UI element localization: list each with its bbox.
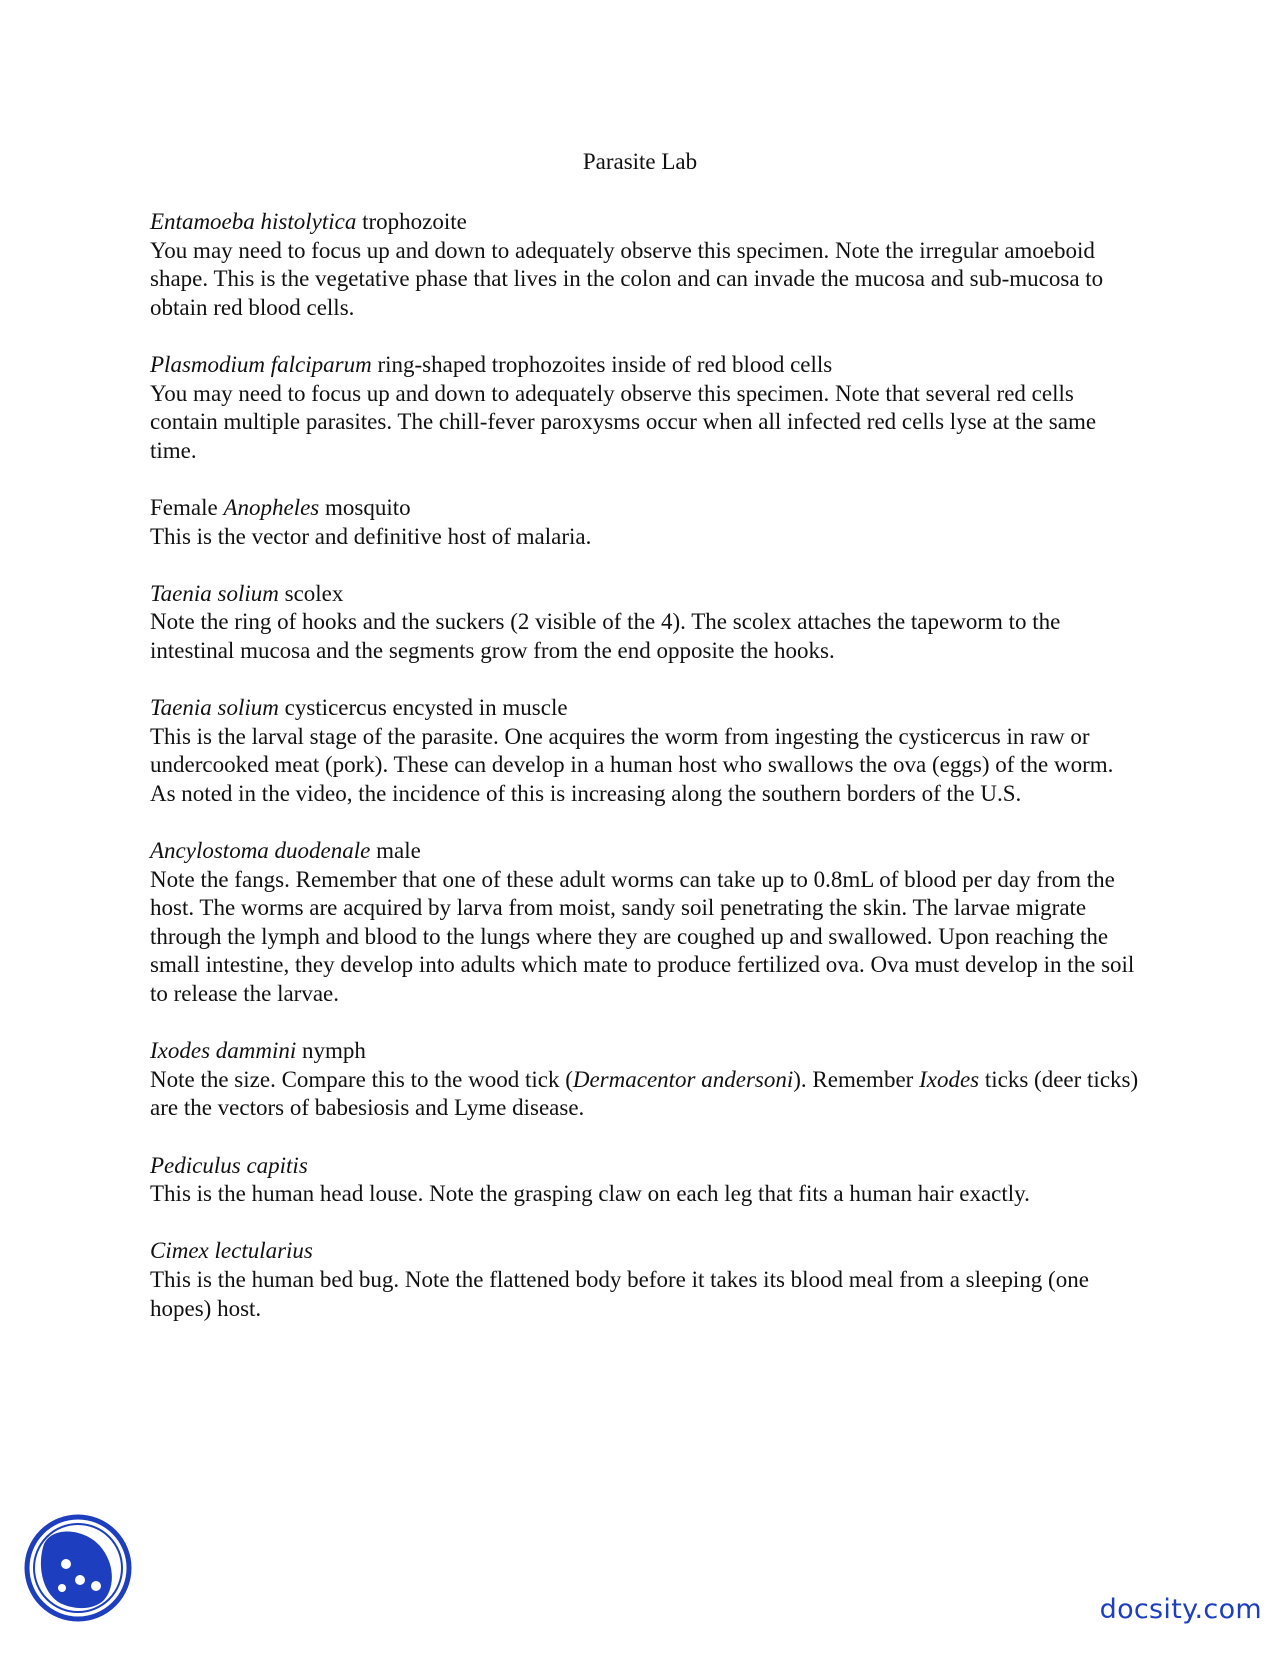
specimen-description: This is the human head louse. Note the grasping claw on each leg that fits a human hair exactly. bbox=[150, 1181, 1030, 1207]
specimen-name: Pediculus capitis bbox=[150, 1152, 308, 1178]
specimen-description: You may need to focus up and down to adequately observe this specimen. Note that several red cells contain multiple parasites. The chill-fever paroxysms occur when all infected red cells lyse at the same time. bbox=[150, 380, 1097, 463]
specimen-heading bbox=[150, 580, 1140, 609]
specimen-stage: nymph bbox=[296, 1038, 366, 1064]
specimen-heading bbox=[150, 694, 1140, 723]
specimen-description: Note the fangs. Remember that one of these adult worms can take up to 0.8mL of blood per day from the host. The worms are acquired by larva from moist, sandy soil penetrating the skin. The larvae migrate through the lymph and blood to the lungs where they are coughed up and swallowed. Upon reaching the small intestine, they develop into adults which mate to produce fertilized ova. Ova must develop in the soil to release the larvae. bbox=[150, 866, 1135, 1007]
specimen-heading bbox=[150, 494, 1140, 523]
specimen-heading bbox=[150, 837, 1140, 866]
specimen-name: Taenia solium bbox=[150, 580, 279, 606]
description-text: ticks (deer ticks) are the vectors of babesiosis and Lyme disease. bbox=[150, 1066, 1139, 1121]
description-text: ). Remember bbox=[793, 1066, 920, 1092]
specimen-entry-pediculus bbox=[150, 1152, 1140, 1209]
specimen-entry-plasmodium bbox=[150, 351, 1140, 465]
specimen-name: Anopheles bbox=[223, 494, 320, 520]
specimen-stage: ring-shaped trophozoites inside of red blood cells bbox=[371, 351, 833, 377]
specimen-name: Ixodes dammini bbox=[150, 1038, 297, 1064]
specimen-entry-entamoeba bbox=[150, 208, 1140, 322]
specimen-description: This is the vector and definitive host of malaria. bbox=[150, 523, 592, 549]
specimen-heading bbox=[150, 208, 1140, 237]
specimen-entry-taenia-scolex bbox=[150, 580, 1140, 666]
specimen-prefix: Female bbox=[150, 494, 224, 520]
specimen-heading bbox=[150, 1152, 1140, 1181]
specimen-description: You may need to focus up and down to adequately observe this specimen. Note the irregular amoeboid shape. This is the vegetative phase that lives in the colon and can invade the mucosa and sub-mucosa to obtain red blood cells. bbox=[150, 237, 1104, 320]
document-body bbox=[150, 208, 1140, 1352]
specimen-heading bbox=[150, 351, 1140, 380]
specimen-entry-cimex bbox=[150, 1237, 1140, 1323]
specimen-entry-taenia-cysticercus bbox=[150, 694, 1140, 808]
specimen-name: Plasmodium falciparum bbox=[150, 351, 372, 377]
document-title: Parasite Lab bbox=[582, 149, 698, 174]
description-text: Note the size. Compare this to the wood tick ( bbox=[150, 1066, 573, 1092]
specimen-description: This is the human bed bug. Note the flattened body before it takes its blood meal from a sleeping (one hopes) host. bbox=[150, 1266, 1089, 1321]
specimen-stage: scolex bbox=[278, 580, 344, 606]
specimen-stage: male bbox=[370, 838, 421, 864]
specimen-description: This is the larval stage of the parasite. One acquires the worm from ingesting the cysticercus in raw or undercooked meat (pork). These can develop in a human host who swallows the ova (eggs) of the worm. As noted in the video, the incidence of this is increasing along the southern borders of the U.S. bbox=[150, 723, 1114, 806]
specimen-entry-ancylostoma bbox=[150, 837, 1140, 1009]
docsity-logo-icon[interactable] bbox=[22, 1512, 134, 1624]
docsity-brand-link[interactable]: docsity.com bbox=[1099, 1594, 1262, 1625]
specimen-description: Note the ring of hooks and the suckers (2 visible of the 4). The scolex attaches the tapeworm to the intestinal mucosa and the segments grow from the end opposite the hooks. bbox=[150, 609, 1061, 663]
specimen-stage: mosquito bbox=[319, 494, 411, 520]
specimen-stage: cysticercus encysted in muscle bbox=[278, 695, 568, 721]
species-reference: Ixodes bbox=[919, 1066, 980, 1092]
specimen-heading bbox=[150, 1237, 1140, 1266]
specimen-name: Taenia solium bbox=[150, 695, 279, 721]
specimen-name: Cimex lectularius bbox=[150, 1238, 313, 1264]
specimen-entry-anopheles bbox=[150, 494, 1140, 551]
specimen-heading bbox=[150, 1037, 1140, 1066]
specimen-description bbox=[150, 1066, 1140, 1123]
species-reference: Dermacentor andersoni bbox=[572, 1066, 794, 1092]
specimen-name: Ancylostoma duodenale bbox=[150, 838, 371, 864]
specimen-name: Entamoeba histolytica bbox=[150, 209, 357, 234]
specimen-stage: trophozoite bbox=[356, 209, 467, 234]
specimen-entry-ixodes bbox=[150, 1037, 1140, 1123]
